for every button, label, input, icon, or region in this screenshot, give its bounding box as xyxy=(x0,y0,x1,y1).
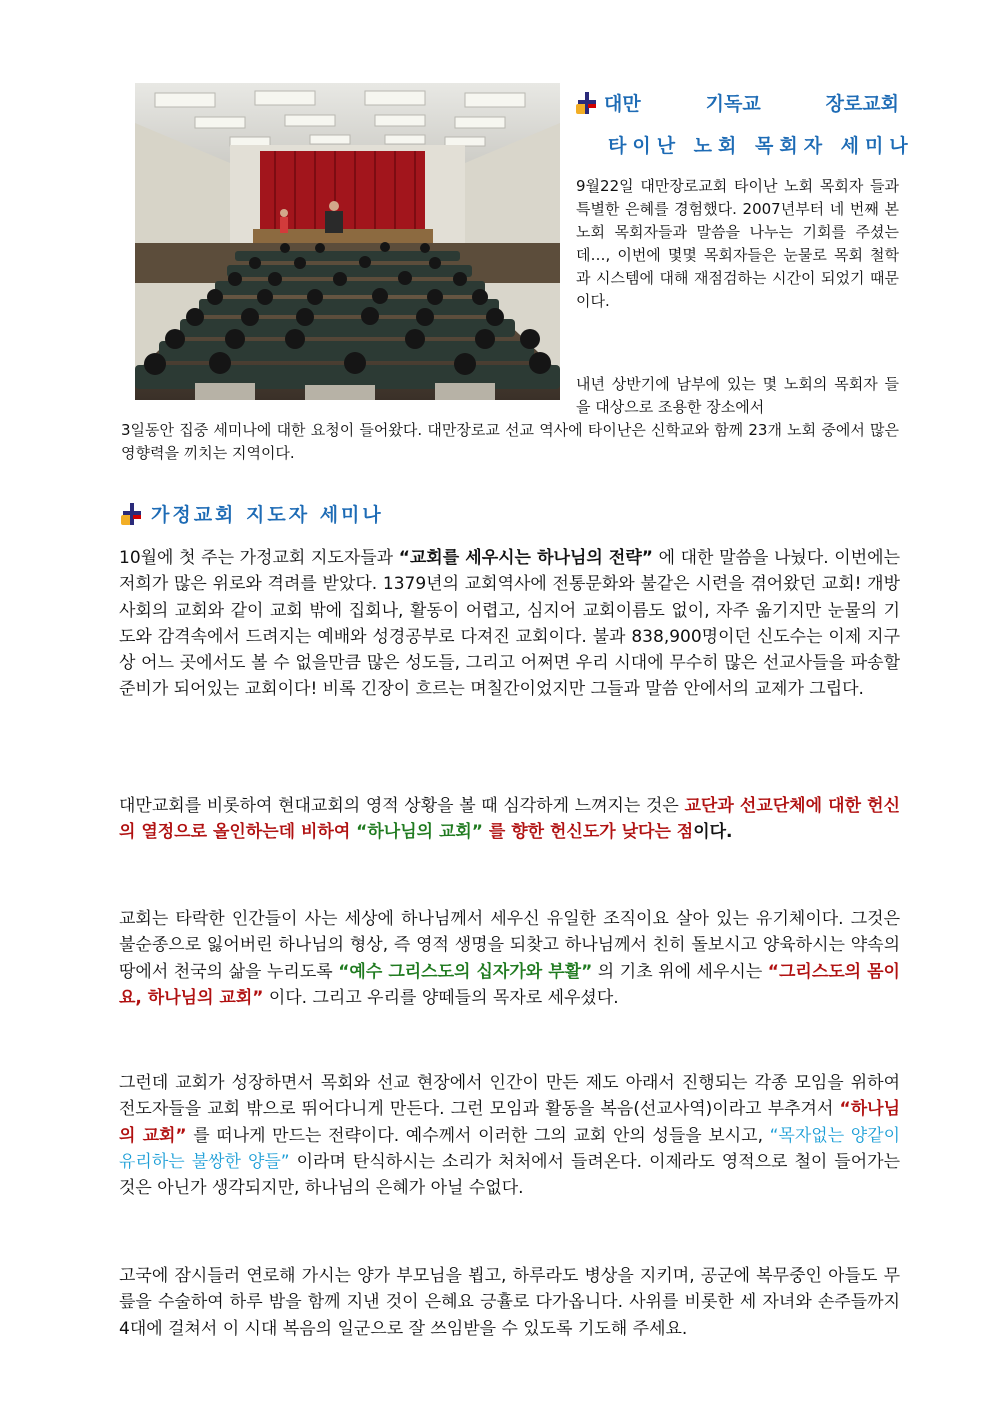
heading-word: 장로교회 xyxy=(825,93,899,115)
cross-icon xyxy=(121,503,143,525)
intro-paragraph-full-width: 3일동안 집중 세미나에 대한 요청이 들어왔다. 대만장로교 선교 역사에 타이난은 신학교와 함께 23개 노회 중에서 많은 영향력을 끼치는 지역이다. xyxy=(121,421,899,462)
seminar-hall-photo xyxy=(135,83,560,400)
quote-gods-church: “하나님의 교회” xyxy=(119,1099,900,1146)
text-run: 교회는 타락한 인간들이 사는 세상에 하나님께서 세우신 유일한 조직이요 살아 있는 유기체이다. 그것은 불순종으로 잃어버린 하나님의 형상, 즉 영적 생명을 되찾고 하나님께서 친히 돌보시고 양육하시는 약속의 땅에서 천국의 삶을 누리도록 xyxy=(119,909,900,982)
text-run: 의 기초 위에 세우시는 xyxy=(592,961,768,982)
seminar-hall-illustration xyxy=(135,83,560,400)
quote-gods-church: “하나님의 교회” xyxy=(356,822,483,843)
body-paragraph-1 xyxy=(119,545,900,703)
body-paragraph-2 xyxy=(119,793,900,846)
heading-church-name xyxy=(576,89,899,116)
quote-body-of-christ: “그리스도의 몸이요, 하나님의 교회” xyxy=(119,961,900,1008)
text-run: 를 떠나게 만드는 전략이다. 예수께서 이러한 그의 교회 안의 성들을 보시고, xyxy=(186,1125,770,1146)
heading-seminar-title: 타이난 노회 목회자 세미나 xyxy=(608,135,914,157)
section-heading xyxy=(121,500,384,527)
text-run: 이다. 그리고 우리를 양떼들의 목자로 세우셨다. xyxy=(263,987,619,1008)
intro-paragraph-continued: 내년 상반기에 남부에 있는 몇 노회의 목회자 들을 대상으로 조용한 장소에서 xyxy=(576,375,899,416)
text-run: 그런데 교회가 성장하면서 목회와 선교 현장에서 인간이 만든 제도 아래서 진행되는 각종 모임을 위하여 전도자들을 교회 밖으로 뛰어다니게 만든다. 그런 모임과 활동을 복음(선교사역)이라고 부추겨서 xyxy=(119,1073,900,1120)
body-paragraph-4 xyxy=(119,1070,900,1201)
cross-icon xyxy=(576,92,598,114)
quote-strategy: “교회를 세우시는 하나님의 전략” xyxy=(398,548,653,568)
quote-cross-resurrection: “예수 그리스도의 십자가와 부활” xyxy=(338,961,593,982)
text-run: 에 대한 말씀을 나눴다. 이번에는 저희가 많은 위로와 격려를 받았다. 1379년의 교회역사에 전통문화와 불같은 시련을 겪어왔던 교회! 개방사회의 교회와 같이 교회 밖에 집회나, 활동이 어렵고, 심지어 교회이름도 없이, 자주 옮기지만 눈물의 기도와 감격속에서 드려지는 예배와 성경공부로 다져진 교회이다. 불과 838,900명이던 신도수는 이제 지구상 어느 곳에서도 볼 수 없을만큼 많은 성도들, 그리고 어쩌면 우리 시대에 무수히 많은 선교사들을 파송할 준비가 되어있는 교회이다! 비록 긴장이 흐르는 며칠간이었지만 그들과 말씀 안에서의 교제가 그립다. xyxy=(119,548,900,700)
highlight-red: 교단과 선교단체에 대한 헌신의 열정으로 올인하는데 비하여 xyxy=(119,796,900,843)
body-paragraph-5: 고국에 잠시들러 연로해 가시는 양가 부모님을 뵙고, 하루라도 병상을 지키며, 공군에 복무중인 아들도 무릎을 수술하여 하루 밤을 함께 지낸 것이 은혜요 긍휼로 다가옵니다. 사위를 비롯한 세 자녀와 손주들까지 4대에 걸쳐서 이 시대 복음의 일군으로 잘 쓰임받을 수 있도록 기도해 주세요. xyxy=(119,1266,900,1339)
intro-paragraph: 9월22일 대만장로교회 타이난 노회 목회자 들과 특별한 은혜를 경험했다. 2007년부터 네 번째 본노회 목회자들과 말씀을 나누는 기회를 주셨는데…, 이번에 몇몇 목회자들은 눈물로 목회 철학과 시스템에 대해 재점검하는 시간이 되었기 때문이다. xyxy=(576,177,899,310)
heading-word: 기독교 xyxy=(705,93,761,115)
heading-word: 대만 xyxy=(604,93,641,115)
quote-sheep-without-shepherd: “목자없는 양같이 유리하는 불쌍한 양들” xyxy=(119,1125,901,1172)
text-run: 대만교회를 비롯하여 현대교회의 영적 상황을 볼 때 심각하게 느껴지는 것은 xyxy=(119,796,685,816)
text-run: 이다. xyxy=(693,822,733,843)
body-paragraph-3 xyxy=(119,906,900,1011)
section-heading-text: 가정교회 지도자 세미나 xyxy=(151,504,384,526)
text-run: 이라며 탄식하시는 소리가 처처에서 들려온다. 이제라도 영적으로 철이 들어가는 것은 아닌가 생각되지만, 하나님의 은혜가 아닐 수없다. xyxy=(119,1151,900,1199)
highlight-red: 를 향한 헌신도가 낮다는 점 xyxy=(482,822,694,843)
text-run: 10월에 첫 주는 가정교회 지도자들과 xyxy=(119,548,399,568)
